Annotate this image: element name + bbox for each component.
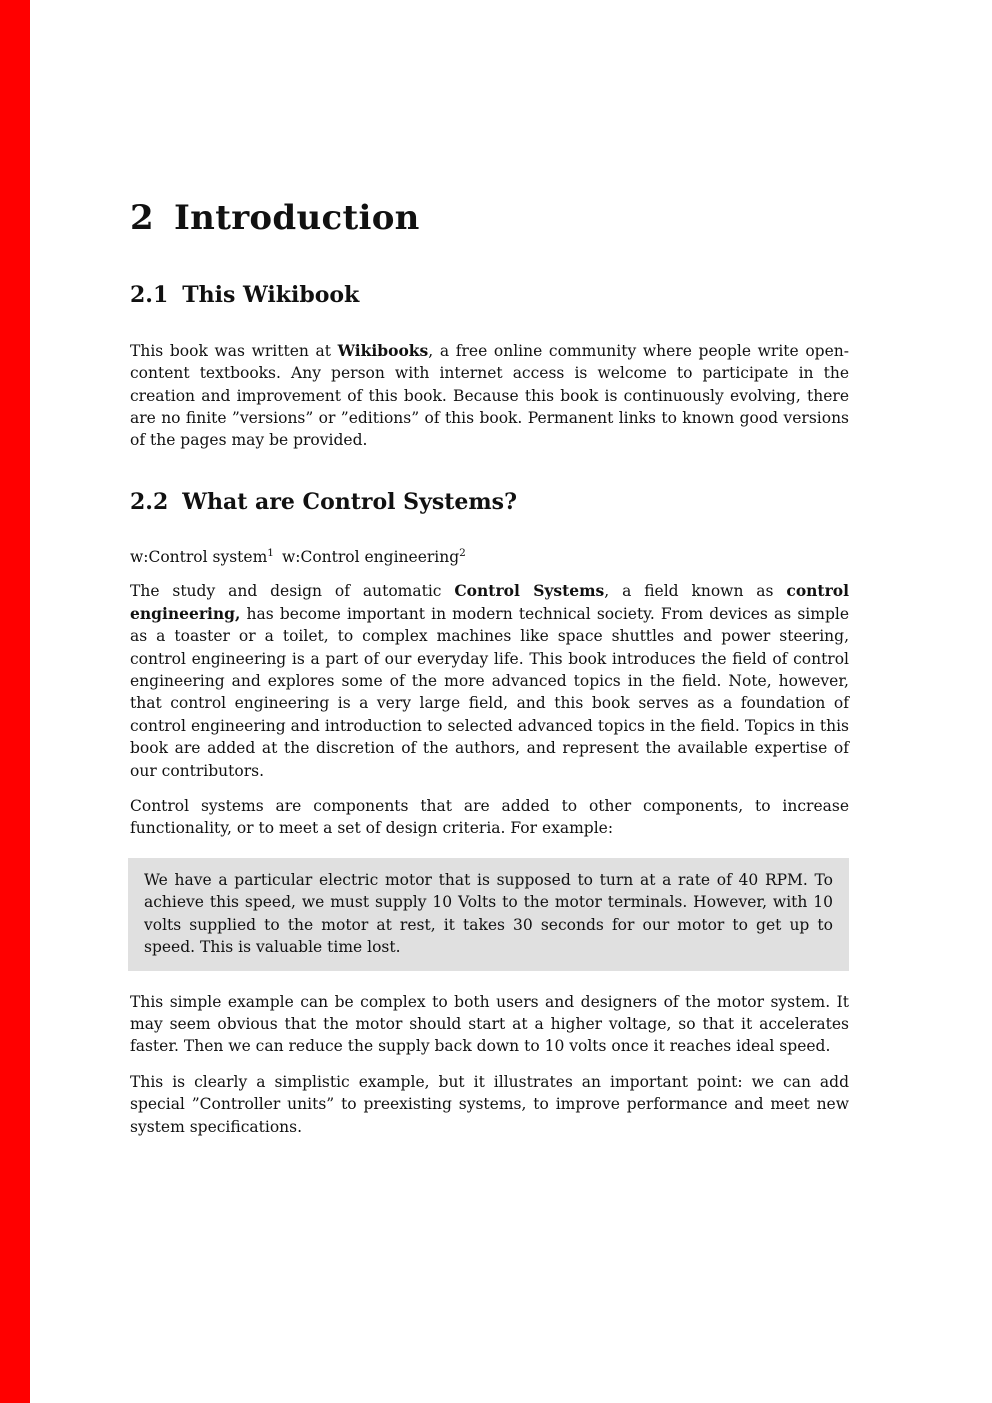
- bold-text-control-engineering: control engineering,: [130, 581, 849, 623]
- paragraph-controller-units: This is clearly a simplistic example, but it illustrates an important point: we can add special ”Controller units” to preexisting systems, to improve performance and meet new system specifications.: [130, 1072, 849, 1136]
- chapter-title-text: Introduction: [173, 198, 420, 238]
- text-segment: This book was written at: [130, 341, 338, 360]
- wiki-link-text: w:Control engineering: [281, 548, 460, 567]
- section-heading-2-1: [130, 283, 849, 308]
- text-segment: , a field known as: [604, 582, 787, 601]
- footnote-ref-2[interactable]: 2: [459, 546, 466, 559]
- paragraph-this-wikibook: [130, 340, 849, 452]
- paragraph-components: Control systems are components that are added to other components, to increase functionality, or to meet a set of design criteria. For example:: [130, 797, 849, 838]
- example-box-text: We have a particular electric motor that is supposed to turn at a rate of 40 RPM. To achieve this speed, we must supply 10 Volts to the motor terminals. However, with 10 volts supplied to the motor at rest, it takes 30 seconds for our motor to get up to speed. This is valuable time lost.: [144, 870, 833, 957]
- footnote-ref-1[interactable]: 1: [267, 546, 274, 559]
- chapter-number: 2: [130, 198, 154, 238]
- text-segment: has become important in modern technical society. From devices as simple as a toaster or a toilet, to complex machines like space shuttles and power steering, control engineering is a part of our everyday life. This book introduces the field of control engineering and explores some of the more advanced topics in the field. Note, however, that control engineering is a very large field, and this book serves as a foundation of control engineering and introduction to selected advanced topics in the field. Topics in this book are added at the discretion of the authors, and represent the available expertise of our contributors.: [130, 604, 849, 780]
- bold-text-wikibooks: Wikibooks: [337, 340, 429, 360]
- wiki-link-text: w:Control system: [130, 548, 268, 567]
- section-2-1-title-text: This Wikibook: [182, 282, 360, 309]
- example-box: [128, 858, 849, 971]
- paragraph-study-and-design: [130, 580, 849, 782]
- section-2-2-number: 2.2: [130, 488, 169, 515]
- text-segment: , a free online community where people write open-content textbooks. Any person with internet access is welcome to participate in the creation and improvement of this book. Because this book is continuously evolving, there are no finite ”versions” or ”editions” of this book. Permanent links to known good versions of the pages may be provided.: [130, 341, 849, 450]
- wiki-link-control-system[interactable]: [130, 548, 274, 566]
- paragraph-simple-example: This simple example can be complex to both users and designers of the motor system. It may seem obvious that the motor should start at a higher voltage, so that it accelerates faster. Then we can reduce the supply back down to 10 volts once it reaches ideal speed.: [130, 992, 849, 1056]
- chapter-title: [130, 200, 849, 237]
- section-2-2-title-text: What are Control Systems?: [182, 488, 517, 515]
- bold-text-control-systems: Control Systems: [454, 581, 605, 601]
- document-page: [130, 0, 849, 1151]
- wiki-links-line: [130, 546, 849, 568]
- text-segment: The study and design of automatic: [130, 582, 455, 601]
- left-edge-red-bar: [0, 0, 30, 1403]
- wiki-link-control-engineering[interactable]: [282, 548, 466, 566]
- section-2-1-number: 2.1: [130, 282, 169, 309]
- section-heading-2-2: [130, 490, 849, 515]
